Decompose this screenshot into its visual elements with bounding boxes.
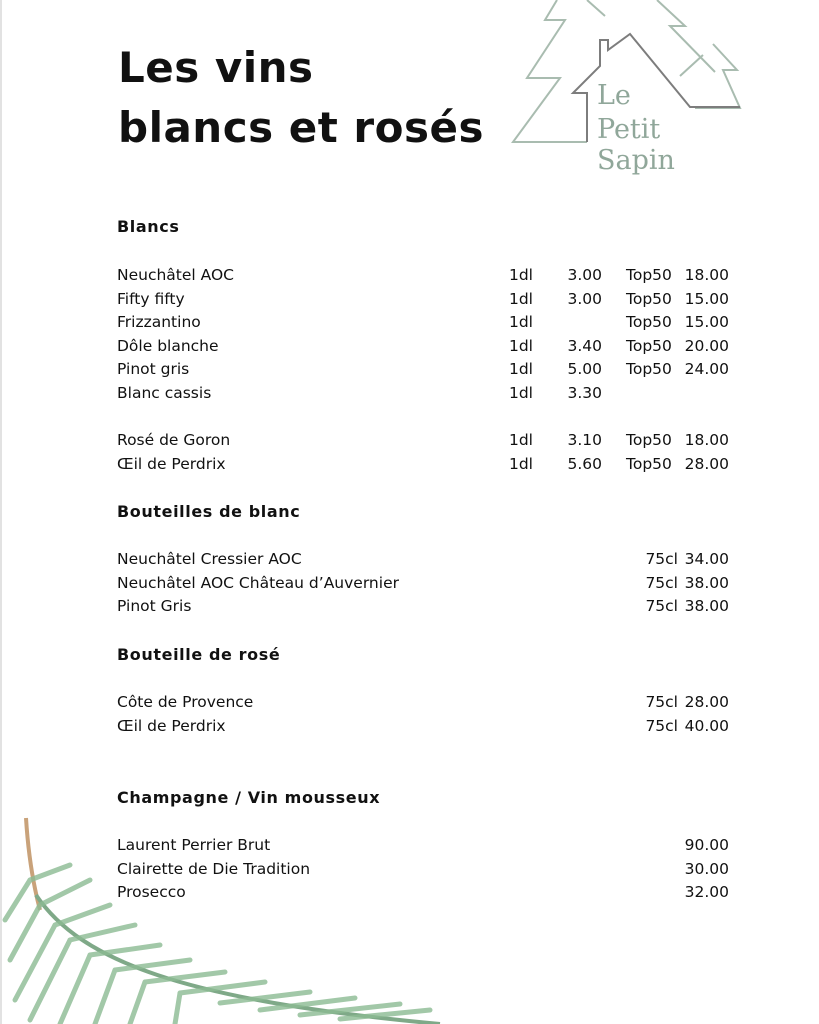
wine-row: [117, 691, 729, 715]
wine-name: Neuchâtel AOC Château d’Auvernier: [117, 573, 399, 592]
title-line-1: Les vins: [118, 43, 314, 92]
wine-row: [117, 335, 729, 359]
champagne-list: [117, 834, 729, 905]
wine-volume: 75cl: [645, 597, 678, 616]
blancs-list: [117, 264, 729, 406]
wine-price: 90.00: [684, 836, 729, 854]
wine-row: [117, 453, 729, 477]
wine-row: [117, 382, 729, 406]
wine-volume: 1dl: [508, 336, 533, 355]
wine-row: [117, 358, 729, 382]
wine-tag-price: 18.00: [684, 431, 729, 449]
wine-tag: Top50: [626, 360, 672, 379]
wine-price: 28.00: [684, 693, 729, 711]
wine-name: Frizzantino: [117, 313, 201, 332]
wine-tag: Top50: [626, 313, 672, 332]
logo-text-le: Le: [597, 80, 631, 111]
wine-row: [117, 715, 729, 739]
wine-name: Pinot Gris: [117, 597, 192, 616]
wine-name: Blanc cassis: [117, 383, 212, 402]
wine-name: Rosé de Goron: [117, 431, 231, 449]
wine-name: Laurent Perrier Brut: [117, 836, 271, 854]
wine-row: [117, 264, 729, 288]
wine-name: Œil de Perdrix: [117, 454, 226, 473]
wine-volume: 1dl: [508, 313, 533, 332]
wine-price: 5.00: [567, 360, 602, 379]
wine-name: Neuchâtel Cressier AOC: [117, 550, 302, 568]
wine-price: 3.00: [567, 289, 602, 308]
wine-price: 40.00: [684, 716, 729, 735]
wine-price: 3.30: [567, 383, 602, 402]
wine-price: 38.00: [684, 573, 729, 592]
wine-tag-price: 28.00: [684, 454, 729, 473]
wine-price: 32.00: [684, 883, 729, 902]
page-title: [118, 38, 484, 158]
wine-volume: 1dl: [508, 266, 533, 284]
wine-row: [117, 595, 729, 619]
wine-price: 30.00: [684, 859, 729, 878]
wine-tag-price: 15.00: [684, 289, 729, 308]
wine-volume: 75cl: [645, 550, 678, 568]
roses-list: [117, 429, 729, 476]
wine-volume: 1dl: [508, 289, 533, 308]
wine-name: Clairette de Die Tradition: [117, 859, 311, 878]
wine-tag: Top50: [626, 431, 672, 449]
wine-tag-price: 20.00: [684, 336, 729, 355]
wine-name: Pinot gris: [117, 360, 190, 379]
wine-tag: Top50: [626, 336, 672, 355]
logo: [505, 0, 745, 176]
wine-volume: 1dl: [508, 454, 533, 473]
logo-text-petit-sapin: Petit Sapin: [597, 114, 675, 176]
wine-tag: Top50: [626, 266, 672, 284]
section-heading-champagne: Champagne / Vin mousseux: [117, 788, 381, 807]
wine-price: 3.10: [567, 431, 602, 449]
wine-tag: Top50: [626, 454, 672, 473]
wine-row: [117, 834, 729, 858]
wine-name: Œil de Perdrix: [117, 716, 226, 735]
section-heading-blancs: Blancs: [117, 217, 180, 236]
wine-name: Neuchâtel AOC: [117, 266, 234, 284]
wine-volume: 75cl: [645, 573, 678, 592]
wine-price: 3.00: [567, 266, 602, 284]
section-heading-bouteille-rose: Bouteille de rosé: [117, 645, 281, 664]
wine-volume: 1dl: [508, 360, 533, 379]
wine-name: Côte de Provence: [117, 693, 254, 711]
wine-price: 3.40: [567, 336, 602, 355]
wine-price: 34.00: [684, 550, 729, 568]
bouteille-rose-list: [117, 691, 729, 738]
wine-name: Prosecco: [117, 883, 186, 902]
bouteilles-blanc-list: [117, 548, 729, 619]
wine-name: Dôle blanche: [117, 336, 219, 355]
wine-row: [117, 881, 729, 905]
wine-row: [117, 311, 729, 335]
section-heading-bouteilles-blanc: Bouteilles de blanc: [117, 502, 301, 521]
wine-row: [117, 548, 729, 572]
wine-tag-price: 24.00: [684, 360, 729, 379]
wine-tag-price: 18.00: [684, 266, 729, 284]
wine-volume: 1dl: [508, 383, 533, 402]
title-line-2: blancs et rosés: [118, 103, 484, 152]
wine-row: [117, 572, 729, 596]
wine-row: [117, 858, 729, 882]
wine-row: [117, 288, 729, 312]
wine-volume: 75cl: [645, 716, 678, 735]
wine-price: 38.00: [684, 597, 729, 616]
wine-row: [117, 429, 729, 453]
wine-tag-price: 15.00: [684, 313, 729, 332]
wine-price: 5.60: [567, 454, 602, 473]
wine-volume: 75cl: [645, 693, 678, 711]
wine-volume: 1dl: [508, 431, 533, 449]
wine-name: Fifty fifty: [117, 289, 185, 308]
wine-tag: Top50: [626, 289, 672, 308]
